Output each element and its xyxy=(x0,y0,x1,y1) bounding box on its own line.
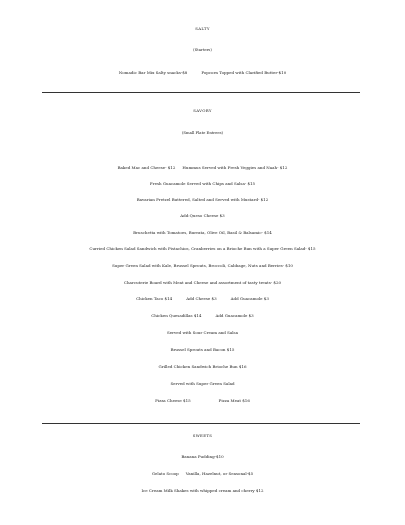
savory-subheading: (Small Plate Entrees) xyxy=(181,130,224,135)
salty-items-row xyxy=(0,70,405,75)
menu-row xyxy=(0,296,405,301)
menu-row xyxy=(0,165,405,170)
savory-heading: SAVORY xyxy=(193,108,212,113)
section-divider xyxy=(42,423,360,424)
menu-row xyxy=(0,398,405,403)
menu-item: Vanilla, Hazelnut, or Seasonal-$5 xyxy=(185,471,254,476)
salty-heading: SALTY xyxy=(195,26,210,31)
menu-addon: Add:Queso Cheese $3 xyxy=(180,213,225,218)
menu-item: Hummus Served with Fresh Veggies and Naah- $12 xyxy=(182,165,288,170)
menu-addon: Add Cheese $3 xyxy=(186,296,217,301)
menu-item: Baked Mac and Cheese- $12 xyxy=(117,165,176,170)
menu-row xyxy=(0,471,405,476)
menu-item: Chicken Quesadillas $14 xyxy=(151,313,202,318)
sweets-heading: SWEETS xyxy=(192,433,213,438)
menu-item: Ice Cream Milk Shakes with whipped cream and cherry $12 xyxy=(141,488,264,493)
menu-item: Gelato Scoop xyxy=(151,471,179,476)
menu-item: Curried Chicken Salad Sandwich with Pistachios, Cranberries on a Brioche Bun with a Super Green Salad- $15 xyxy=(89,246,316,251)
menu-item: Chicken Taco $14 xyxy=(136,296,173,301)
menu-addon: Add Guacamole $3 xyxy=(230,296,269,301)
menu-item: Grilled Chicken Sandwich Brioche Bun $16 xyxy=(158,364,247,369)
menu-item: Banana Pudding-$10 xyxy=(181,454,224,459)
section-divider xyxy=(42,92,360,93)
menu-item: Pizza Cheese $15 xyxy=(155,398,191,403)
menu-item: Nomadic Bar Mix Salty snacks-$8 xyxy=(118,70,188,75)
menu-item: Super Green Salad with Kale, Brussel Sprouts, Broccoli, Cabbage, Nuts and Berries- $10 xyxy=(112,263,293,268)
salty-subheading: (Starters) xyxy=(193,47,212,52)
menu-item: Fresh Guacamole Served with Chips and Salsa- $15 xyxy=(149,181,256,186)
menu-item: Bruschetta with Tomatoes, Burrata, Olive Oil, Basil & Balsamic- $14 xyxy=(133,230,272,235)
menu-item: Bavarian Pretzel Buttered, Salted and Served with Mustard- $12 xyxy=(136,197,269,202)
menu-item: Popcorn Topped with Clarified Butter-$10 xyxy=(201,70,287,75)
menu-item: Brussel Sprouts and Bacon $15 xyxy=(170,347,235,352)
menu-addon: Add Guacamole $3 xyxy=(215,313,254,318)
menu-note: Served with Super Green Salad xyxy=(170,381,235,386)
menu-item: Charcuterie Board with Meat and Cheese and assortment of tasty treats- $20 xyxy=(123,280,282,285)
menu-item: Pizza Meat $16 xyxy=(218,398,250,403)
menu-note: Served with Sour Cream and Salsa xyxy=(167,330,238,335)
menu-row xyxy=(0,313,405,318)
